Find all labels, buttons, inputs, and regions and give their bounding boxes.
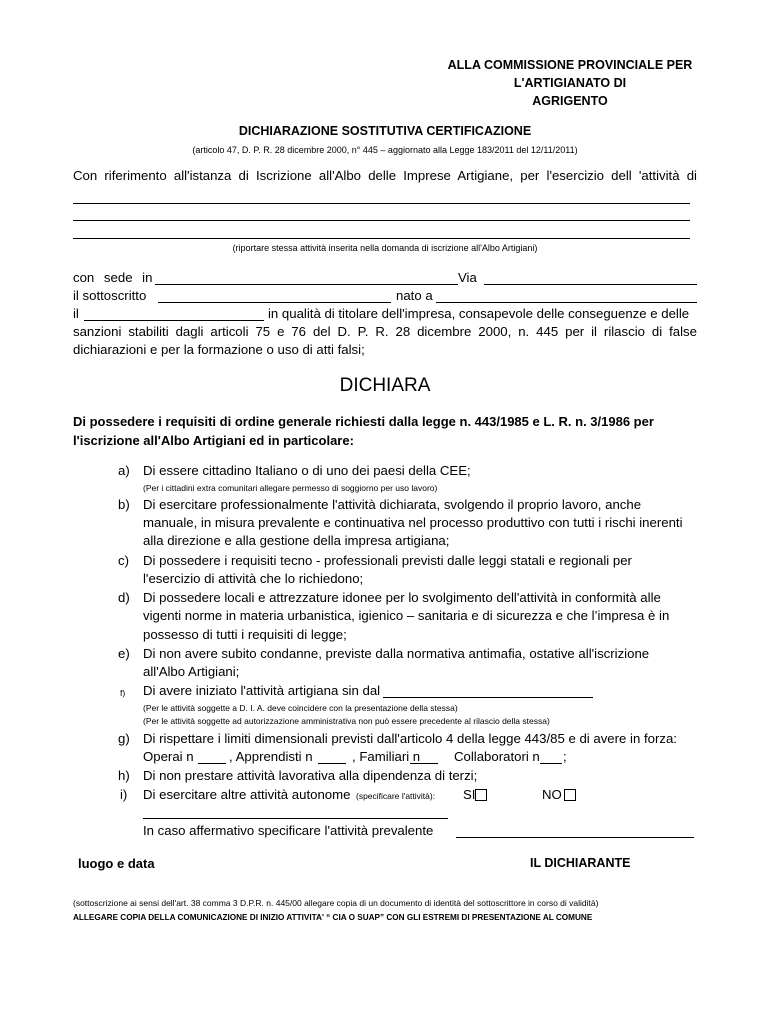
form-title: DICHIARAZIONE SOSTITUTIVA CERTIFICAZIONE: [238, 124, 532, 138]
familiari-label: , Familiari n: [352, 749, 421, 764]
collaboratori-field[interactable]: [540, 763, 562, 764]
item-d-line: vigenti norme in materia urbanistica, igienico – sanitaria e di sicurezza e che l’impresa è in: [143, 608, 670, 623]
via-field[interactable]: [484, 284, 697, 285]
sede-field[interactable]: [155, 284, 458, 285]
requisiti-line-2: l'iscrizione all'Albo Artigiani ed in particolare:: [73, 433, 354, 448]
footer-allegare: ALLEGARE COPIA DELLA COMUNICAZIONE DI INIZIO ATTIVITA' “ CIA O SUAP” CON GLI ESTREMI DI PRESENTAZIONE AL COMUNE: [73, 913, 593, 922]
dichiarazioni-text: dichiarazioni e per la formazione o uso di atti falsi;: [73, 342, 365, 357]
dichiarante-label: IL DICHIARANTE: [530, 856, 631, 870]
operai-field[interactable]: [198, 763, 226, 764]
nato-a-label: nato a: [396, 288, 433, 303]
item-b-line: Di esercitare professionalmente l'attività dichiarata, svolgendo il proprio lavoro, anche: [143, 497, 642, 512]
collaboratori-end: ;: [563, 749, 567, 764]
via-label: Via: [458, 270, 477, 285]
item-h-text: Di non prestare attività lavorativa alla dipendenza di terzi;: [143, 768, 478, 783]
nato-a-field[interactable]: [436, 302, 697, 303]
item-letter: a): [118, 463, 130, 478]
apprendisti-label: , Apprendisti n: [229, 749, 313, 764]
item-d-line: Di possedere locali e attrezzature idonee per lo svolgimento dell'attività in conformità alle: [143, 590, 661, 605]
addressee-block: [440, 56, 700, 110]
con-sede-label: con sede in: [73, 270, 153, 285]
qualita-text: in qualità di titolare dell'impresa, consapevole delle conseguenze e delle: [268, 306, 690, 321]
dichiara-heading: DICHIARA: [339, 375, 431, 396]
si-checkbox[interactable]: [475, 789, 487, 801]
attivita-field-1[interactable]: [73, 203, 690, 204]
item-a-text: Di essere cittadino Italiano o di uno dei paesi della CEE;: [143, 463, 471, 478]
item-e-line: all'Albo Artigiani;: [143, 664, 240, 679]
no-label: NO: [542, 787, 562, 802]
item-a-note: (Per i cittadini extra comunitari allegare permesso di soggiorno per uso lavoro): [143, 483, 438, 493]
altre-attivita-field[interactable]: [143, 818, 448, 819]
item-b-line: alla direzione e alla gestione della impresa artigiana;: [143, 533, 450, 548]
il-label: il: [73, 306, 79, 321]
item-letter: b): [118, 497, 130, 512]
intro-line: Con riferimento all'istanza di Iscrizione all'Albo delle Imprese Artigiane, per l'esercizio dell 'attività di: [73, 168, 697, 183]
data-nascita-field[interactable]: [84, 320, 264, 321]
sottoscritto-field[interactable]: [158, 302, 391, 303]
prevalente-field[interactable]: [456, 837, 694, 838]
apprendisti-field[interactable]: [318, 763, 346, 764]
attivita-note: (riportare stessa attività inserita nella domanda di iscrizione all'Albo Artigiani): [232, 243, 538, 253]
item-f-note-2: (Per le attività soggette ad autorizzazione amministrativa non può essere precedente al rilascio della stessa): [143, 716, 550, 726]
attivita-field-3[interactable]: [73, 238, 690, 239]
requisiti-line-1: Di possedere i requisiti di ordine generale richiesti dalla legge n. 443/1985 e L. R. n. 3/1986 per: [73, 414, 654, 429]
item-i-specify: (specificare l'attività):: [356, 791, 436, 801]
item-i-text: Di esercitare altre attività autonome: [143, 787, 351, 802]
operai-label: Operai n: [143, 749, 194, 764]
item-g-text: Di rispettare i limiti dimensionali previsti dall'articolo 4 della legge 443/85 e di avere in forza:: [143, 731, 677, 746]
item-c-line: l'esercizio di attività che lo richiedono;: [143, 571, 364, 586]
item-letter: g): [118, 731, 130, 746]
item-e-line: Di non avere subito condanne, previste dalla normativa antimafia, ostative all'iscrizione: [143, 646, 650, 661]
item-letter: c): [118, 553, 129, 568]
sottoscritto-label: il sottoscritto: [73, 288, 147, 303]
item-letter: e): [118, 646, 130, 661]
attivita-field-2[interactable]: [73, 220, 690, 221]
item-f-note-1: (Per le attività soggette a D. I. A. deve coincidere con la presentazione della stessa): [143, 703, 458, 713]
prevalente-label: In caso affermativo specificare l'attività prevalente: [143, 823, 434, 838]
addressee-line: ALLA COMMISSIONE PROVINCIALE PER: [447, 58, 693, 72]
item-c-line: Di possedere i requisiti tecno - professionali previsti dalle leggi statali e regionali per: [143, 553, 632, 568]
form-subtitle: (articolo 47, D. P. R. 28 dicembre 2000, n° 445 – aggiornato alla Legge 183/2011 del 12/11/2011): [192, 145, 578, 155]
familiari-field[interactable]: [410, 763, 438, 764]
item-d-line: possesso di tutti i requisiti di legge;: [143, 627, 347, 642]
item-letter: i): [120, 787, 128, 802]
addressee-line: L'ARTIGIANATO DI: [513, 76, 627, 90]
sanzioni-text: sanzioni stabiliti dagli articoli 75 e 76 del D. P. R. 28 dicembre 2000, n. 445 per il rilascio di false: [73, 324, 697, 339]
no-checkbox[interactable]: [564, 789, 576, 801]
item-f-text: Di avere iniziato l'attività artigiana sin dal: [143, 683, 381, 698]
item-letter: f): [120, 688, 126, 698]
addressee-line: AGRIGENTO: [532, 94, 608, 108]
data-inizio-field[interactable]: [383, 697, 593, 698]
item-letter: d): [118, 590, 130, 605]
luogo-data-label: luogo e data: [78, 856, 155, 871]
item-letter: h): [118, 768, 130, 783]
item-b-line: manuale, in misura prevalente e continuativa nel processo produttivo con tutti i rischi inerenti: [143, 515, 683, 530]
si-label: SI: [463, 787, 476, 802]
collaboratori-label: Collaboratori n: [454, 749, 540, 764]
footer-note: (sottoscrizione ai sensi dell'art. 38 comma 3 D.P.R. n. 445/00 allegare copia di un documento di identità del sottoscrittore in corso di validità): [73, 898, 599, 908]
